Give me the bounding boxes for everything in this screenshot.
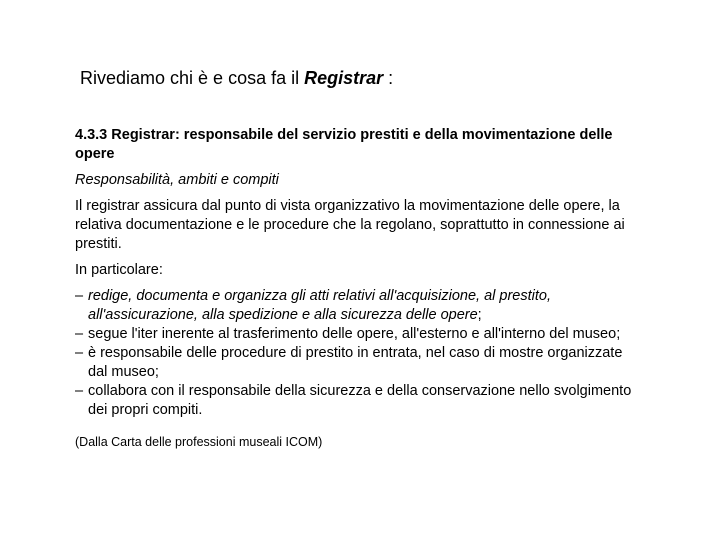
duty-item (75, 287, 635, 325)
duty-item-text: segue l'iter inerente al trasferimento delle opere, all'esterno e all'interno del museo; (88, 326, 621, 342)
intro-paragraph: Il registrar assicura dal punto di vista organizzativo la movimentazione delle opere, la relativa documentazione e le procedure che la regolano, soprattutto in connessione ai prestiti. (75, 198, 625, 252)
duty-item-text: ; (477, 307, 482, 323)
duty-item-text: collabora con il responsabile della sicurezza e della conservazione nello svolgimento dei propri compiti. (88, 383, 632, 418)
source-citation: (Dalla Carta delle professioni museali ICOM) (75, 435, 323, 449)
duty-item-italic-text: redige, documenta e organizza gli atti relativi all'acquisizione, al prestito, all'assicurazione, alla spedizione e alla sicurezza delle opere (88, 288, 551, 323)
section-content (75, 126, 635, 451)
duty-item (75, 382, 635, 420)
duty-item (75, 325, 635, 344)
duty-item-text: è responsabile delle procedure di prestito in entrata, nel caso di mostre organizzate dal museo; (88, 345, 623, 380)
duties-list (75, 287, 635, 420)
particular-label: In particolare: (75, 262, 163, 278)
slide-title-emphasis: Registrar (304, 68, 384, 88)
dash-marker: – (75, 383, 84, 399)
section-heading: 4.3.3 Registrar: responsabile del servizio prestiti e della movimentazione delle opere (75, 127, 613, 162)
dash-marker: – (75, 345, 84, 361)
dash-marker: – (75, 288, 84, 304)
slide-title-prefix: Rivediamo chi è e cosa fa il (80, 68, 305, 88)
slide-title (80, 66, 393, 90)
section-subheading: Responsabilità, ambiti e compiti (75, 172, 279, 188)
duty-item (75, 344, 635, 382)
dash-marker: – (75, 326, 84, 342)
slide-title-suffix: : (383, 68, 394, 88)
